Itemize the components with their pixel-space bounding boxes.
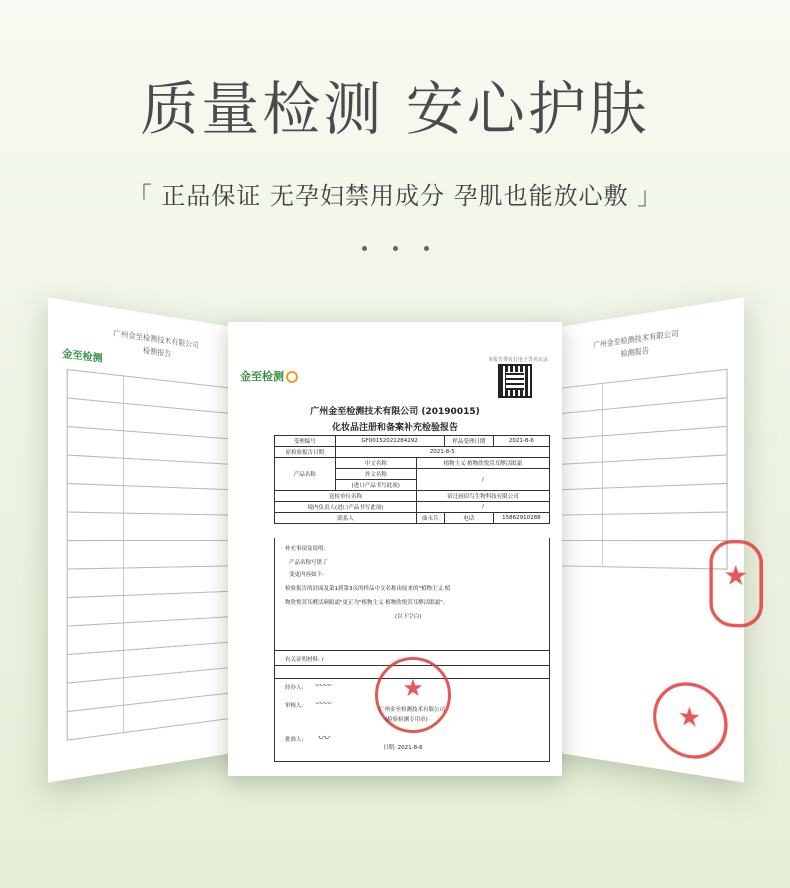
main-report-logo: 金至检测 [240, 368, 298, 384]
tagline: 「 正品保证 无孕妇禁用成分 孕肌也能放心敷 」 [127, 182, 663, 210]
reviewer-signature: 〰〰 [315, 699, 331, 708]
cell-label: (进口产品书写此项) [335, 480, 416, 491]
approver-signature: 〰 [317, 731, 330, 745]
cell-label: 送检单位名称 [275, 491, 417, 502]
notes-blank: (以下空白) [395, 614, 422, 620]
handler-label: 经办人: [285, 685, 304, 691]
evidence-label: 有关证明材料: / [285, 657, 324, 663]
approver-label: 批准人: [285, 737, 304, 743]
notes-heading: 补充事项及说明: [285, 546, 326, 552]
report-date: 日期: 2021-8-6 [383, 745, 423, 751]
left-report-company: 广州金至检测技术有限公司 [113, 328, 199, 350]
cell-value: 宿迁画眉鸟生物科技有限公司 [416, 491, 549, 502]
cell-value: 植物主义 植物欣悦萱耳酵活眼霜 [416, 458, 549, 469]
qr-code-icon [498, 364, 532, 398]
cell-label: 原检验报告日期 [275, 447, 336, 458]
left-report-logo: 金至检测 [62, 348, 103, 366]
cell-value: 15862910288 [493, 513, 549, 524]
cell-value: 2021-8-5 [335, 447, 550, 458]
cell-value: 2021-8-6 [493, 436, 549, 447]
right-report-title: 检测报告 [620, 346, 649, 359]
report-form-table [274, 435, 550, 524]
cell-label: 样品受理日期 [444, 436, 493, 447]
dots-divider [0, 236, 790, 255]
stamp-company: 广州金至检测技术有限公司 [379, 707, 446, 713]
notes-line: 检验报告的封面及第1到第3页的样品中文名称由原来的"植物主义 植 [285, 586, 451, 592]
cell-value: 曲永兵 [416, 513, 444, 524]
right-report-stamp [653, 679, 727, 764]
notes-line: 物欣悦萱耳酵活颜眼霜"更正为"植物主义 植物欣悦萱耳酵活眼霜"。 [285, 600, 449, 606]
cell-label: 产品名称 [275, 458, 336, 491]
left-report-table [67, 369, 240, 723]
cell-value: / [416, 502, 549, 513]
cell-label: 电话 [444, 513, 493, 524]
cell-label: 境内负责人(进口产品书写此项) [275, 502, 417, 513]
cell-label: 受理编号 [275, 436, 336, 447]
left-report-title: 检测报告 [143, 346, 172, 359]
notes-line: 变更内容如下: [289, 572, 324, 578]
evidence-box [274, 650, 550, 762]
notes-line: 产品名称写错了 [289, 560, 328, 566]
right-report-table [554, 369, 727, 575]
verify-note: 本报告带有打电子签名认证 [487, 357, 548, 363]
stamp-purpose: (检验检测专用章) [385, 717, 428, 723]
left-report-sheet [48, 297, 252, 782]
cell-label: 中文名称 [335, 458, 416, 469]
logo-mark-icon [286, 371, 298, 383]
right-report-edge-stamp [709, 540, 763, 629]
main-report-company: 广州金至检测技术有限公司 (20190015) [310, 407, 480, 417]
cell-label: 外文名称 [335, 469, 416, 480]
cell-value: / [416, 469, 549, 491]
right-report-sheet [540, 297, 744, 782]
headline: 质量检测 安心护肤 [140, 75, 650, 143]
main-report-sheet [228, 322, 562, 776]
right-report-company: 广州金至检测技术有限公司 [593, 328, 679, 350]
cell-value: GF00152021284292 [335, 436, 444, 447]
reviewer-label: 审核人: [285, 703, 304, 709]
handler-signature: 〰〰 [315, 681, 331, 690]
cell-label: 联系人 [275, 513, 417, 524]
main-report-title: 化妆品注册和备案补充检验报告 [331, 423, 458, 433]
